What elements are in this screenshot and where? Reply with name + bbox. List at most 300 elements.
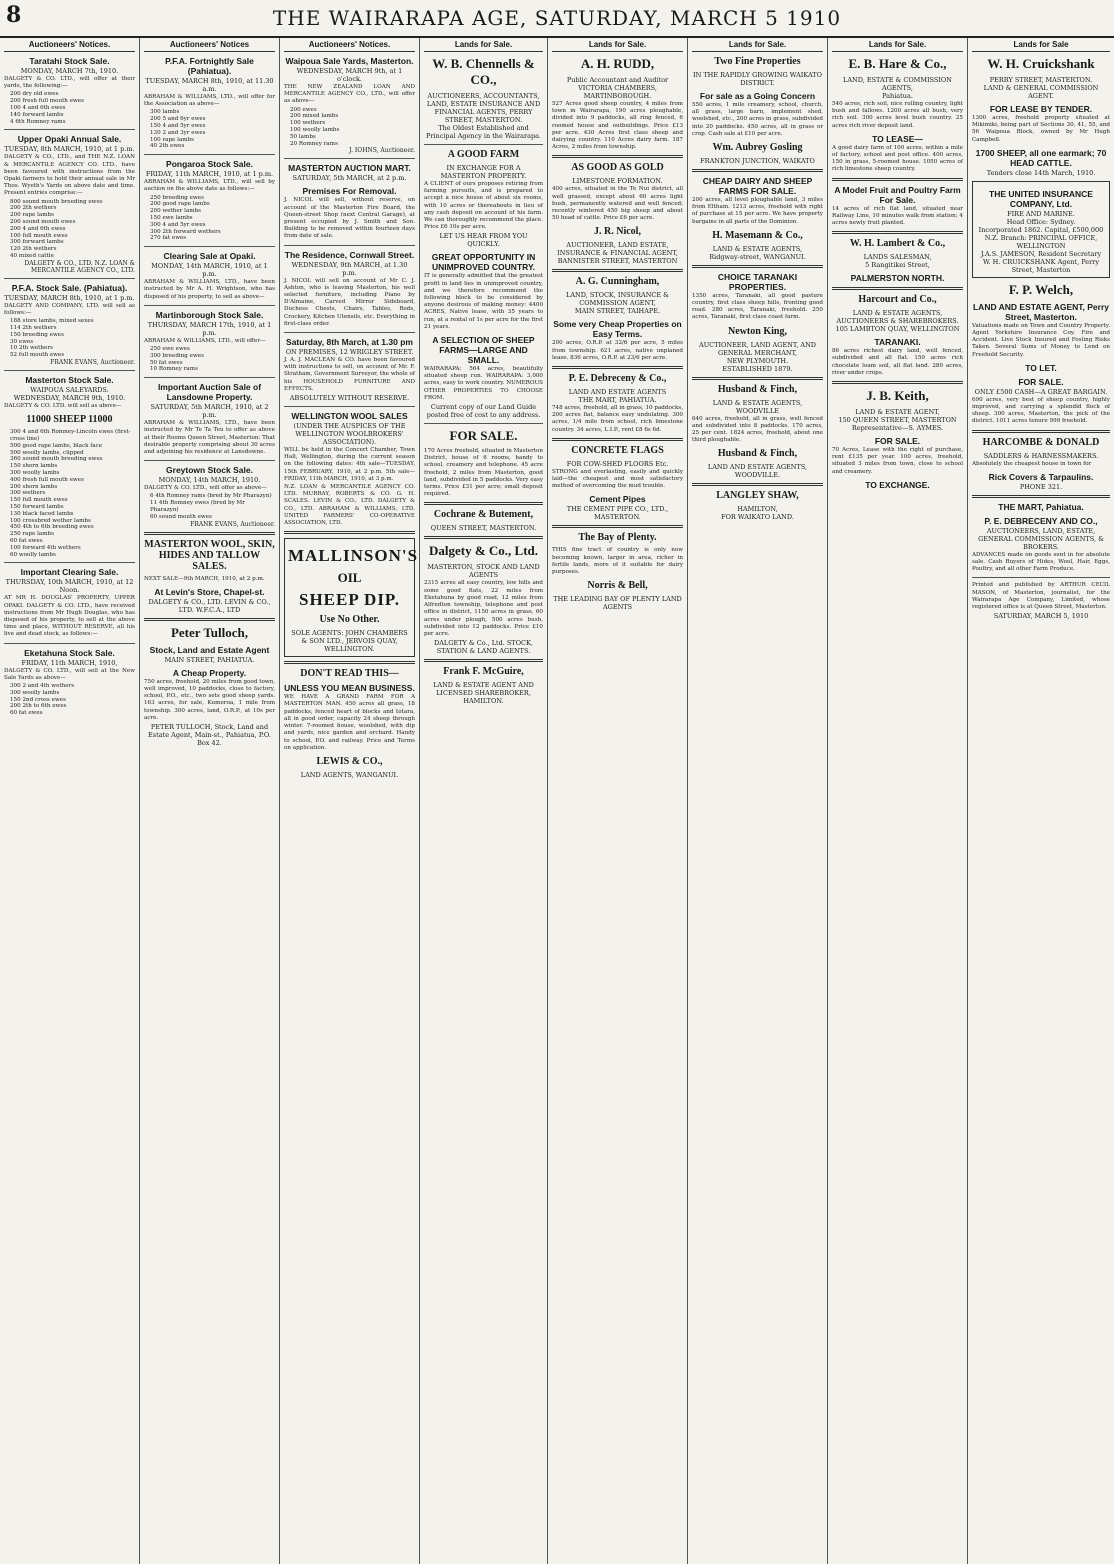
ad-subtitle: Cement Pipes <box>589 494 646 505</box>
list-item: 4 6th Romney rams <box>10 118 66 125</box>
ad-body: WILL be held in the Concert Chamber, Town Hall, Wellington, during the current season on the following dates: 4th sale—TUESDAY, 15th FEBRUARY, 1910, at 2 p.m. 5th sale—FRIDAY, 11th MARCH, 1910, at 3 p.m. <box>284 447 415 482</box>
divider <box>144 246 275 247</box>
ad-title: Masterton Stock Sale. <box>25 374 114 385</box>
column-heading: Lands for Sale <box>972 38 1110 52</box>
ad-title: P.F.A. Fortnightly Sale (Pahiatua). <box>165 56 254 76</box>
ad-subtitle: THE LEADING BAY OF PLENTY LAND AGENTS <box>553 595 682 612</box>
ad-body: 200 acres, O.R.P. at 32/6 per acre, 5 miles from township. 621 acres, native unplaned lease. 836 acres, O.R.P. at 23/6 per acre. <box>552 340 683 361</box>
divider <box>424 144 543 145</box>
ad-body: DALGETY & CO. LTD., will offer as above— <box>144 485 267 492</box>
list-item: 130 2 and 3yr ewes <box>150 129 206 136</box>
divider <box>284 531 415 534</box>
ad-address: Ridgway-street, WANGANUI. <box>709 252 806 261</box>
list-item: 120 2th wethers <box>10 246 57 253</box>
columns <box>0 38 1114 1564</box>
ad-title: MASTERTON AUCTION MART. <box>288 163 411 174</box>
newspaper-title: THE WAIRARAPA AGE, SATURDAY, MARCH 5 1910 <box>272 6 842 30</box>
list-item: 114 2th wethers <box>10 324 57 331</box>
ad-address: HAMILTON, <box>737 505 778 514</box>
ad-body: ADVANCES made on goods sent in for absolute sale. Cash Buyers of Hides, Wool, Hair, Eggs, Poultry, and all other Farm Produce. <box>972 551 1110 573</box>
list-item: 270 fat ewes <box>150 235 187 242</box>
divider <box>552 155 683 158</box>
divider <box>284 406 415 407</box>
ad-date: MONDAY, 14th MARCH, 1910. <box>158 476 261 485</box>
ad-subtitle: Head Office: Sydney. <box>1006 217 1076 226</box>
ad-signature: PETER TULLOCH, Stock, Land and Estate Agent, Main-st., Pahiatua, P.O. Box 42. <box>148 723 271 747</box>
ad-address: LAND AGENTS, WANGANUI. <box>300 770 399 779</box>
ad-subtitle: AUCTIONEER, LAND AGENT, AND GENERAL MERCHANT, <box>699 340 816 357</box>
mallinsons-advert <box>284 538 419 657</box>
ad-subtitle: LIMESTONE FORMATION. <box>572 177 663 186</box>
ad-date: WEDNESDAY, MARCH 9th, 1910. <box>13 393 126 402</box>
ad-body: 1300 acres, freehold property situated at Mikimiki, being part of Sections 30, 41, 55, and 56 Waipoua Block, owned by Mr Hugh Campbell. <box>972 115 1110 143</box>
ad-title: Important Auction Sale of Lansdowne Property. <box>157 382 262 403</box>
ad-signature: DALGETY & CO., LTD. N.Z. LOAN & MERCANTILE AGENCY CO., LTD. <box>24 259 135 274</box>
column-3 <box>280 38 420 1564</box>
list-item: 150 4 and 5yr ewes <box>150 123 206 129</box>
ad-title: FOR SALE. <box>874 436 921 447</box>
ad-subtitle: AUCTIONEERS, ACCOUNTANTS, LAND, ESTATE INSURANCE AND FINANCIAL AGENTS, PERRY STREET, MASTERTON. <box>426 92 541 124</box>
list-item: 40 2th ewes <box>150 143 185 150</box>
column-2 <box>140 38 280 1564</box>
ad-headline: Norris & Bell, <box>587 580 648 592</box>
list-item: 188 store lambs, mixed sexes <box>10 318 94 325</box>
ad-signature: FRANK EVANS, Auctioneer. <box>190 520 275 528</box>
ad-subtitle: LAND & ESTATE AGENT, <box>855 408 940 417</box>
ad-date: WEDNESDAY, 9th MARCH, at 1.30 p.m. <box>291 260 408 277</box>
ad-subtitle: At Levin's Store, Chapel-st. <box>154 586 265 597</box>
list-item: 60 fat ewes <box>10 710 43 717</box>
list-item: 60 fat ewes <box>10 537 43 544</box>
list-item: 300 woolly lambs <box>10 469 60 476</box>
ad-body: WE HAVE A GRAND FARM FOR A MASTERTON MAN. 450 acres all grass, 18 paddocks, fenced heart of blocks and totara, all in good order, capacity 24 sheep through winter. 7-roomed house, woolshed, with dip and yards, nice garden and orchard. Handy to school, P.O. and railway. Price and Terms on application. <box>284 694 415 751</box>
divider <box>692 483 823 486</box>
ad-subtitle: IN THE RAPIDLY GROWING WAIKATO DISTRICT. <box>693 71 822 87</box>
ad-body: 540 acres, rich soil, nice rolling country, light bush and fallows. 1200 acres all bush, very rich soil. 300 acres level bush country. 25 acres rich river deposit land. <box>832 101 963 129</box>
divider <box>4 643 135 644</box>
ad-body: AT MR H. DOUGLAS' PROPERTY, UPPER OPAKI. DALGETY & CO. LTD., have received instructions from Mr Hugh Douglas, who has disposed of his property, to sell at the above time and place, WITHOUT RESERVE, all his live and dead stock, as follows:— <box>4 595 135 638</box>
ad-address: BANNISTER STREET, MASTERTON <box>557 257 678 266</box>
imprint-date: SATURDAY, MARCH 5, 1910 <box>993 612 1089 621</box>
ad-body: J. NICOL will sell, without reserve, on account of the Masterton Fire Board, the Queen-street Shop (next Central Garage), at present occupied by J. Smith and Son. Building to be removed within fourteen days from date of sale. <box>284 197 415 240</box>
ad-footer: Tenders close 14th March, 1910. <box>986 168 1096 177</box>
list-item: 60 sound mouth ewes <box>150 513 212 520</box>
ad-headline: A GOOD FARM <box>447 149 520 160</box>
ad-address: 105 LAMBTON QUAY, WELLINGTON <box>835 325 960 334</box>
ad-subtitle: Incorporated 1862. Capital, £500,000 <box>978 225 1104 234</box>
ad-headline: MALLINSON'S <box>288 546 419 566</box>
ad-signature: DALGETY & CO., LTD. LEVIN & CO., LTD. W.F.C.A., LTD <box>148 597 271 614</box>
list-item: 150 2nd cross ewes <box>10 696 66 703</box>
ad-address: 5 Rangitikei Street, <box>865 261 930 270</box>
divider <box>832 287 963 290</box>
ad-title: Waipoua Sale Yards, Masterton. <box>285 56 414 66</box>
ad-body: 750 acres, freehold, 20 miles from good town, well improved, 10 paddocks, close to factory, school, P.O., etc., two sets good sheep yards. 163 acres, for sale, Kumeroa, 1 mile from township. 300 acres, land, O.R.P., at 10s per acre. <box>144 678 275 721</box>
ad-subtitle: SADDLERS & HARNESSMAKERS. <box>983 451 1099 460</box>
list-item: 200 fresh full mouth ewes <box>10 98 84 105</box>
ad-headline: AS GOOD AS GOLD <box>571 162 664 174</box>
ad-signature: N.Z. LOAN & MERCANTILE AGENCY CO. LTD. MURRAY, ROBERTS & CO. G. H. SCALES. LEVIN & CO., LTD. DALGETY & CO., LTD. ABRAHAM & WILLIAMS, LTD. UNITED FARMERS' CO-OPERATIVE ASSOCIATION, LTD. <box>284 484 415 527</box>
ad-address: VICTORIA CHAMBERS, MARTINBOROUGH. <box>578 84 657 100</box>
list-item: 150 forward lambs <box>10 503 64 510</box>
column-heading: Lands for Sale. <box>692 38 823 52</box>
list-item: 200 dry old ewes <box>10 91 59 98</box>
ad-headline: W. H. Cruickshank <box>987 56 1095 71</box>
ad-headline: Wm. Aubrey Gosling <box>712 142 803 154</box>
list-item: 100 rape lambs <box>150 136 195 143</box>
column-heading: Lands for Sale. <box>552 38 683 52</box>
imprint: Printed and published by ARTHUR CECIL MASON, of Masterton, journalist, for the Wairarapa Age Company, Limited, whose registered office is at Queen Street, Masterton. <box>972 582 1110 611</box>
ad-date: FRIDAY, 11th MARCH, 1910, <box>21 658 118 667</box>
list-item: 10 Romney rams <box>150 366 198 373</box>
ad-title: Saturday, 8th March, at 1.30 pm <box>286 337 413 348</box>
ad-title: TO LET. <box>1025 362 1057 373</box>
ad-body: 86 acres richest dairy land, well fenced, subdivided and all flat. 150 acres rich chocolate loam soil, all flat land. 280 acres, river under crops. <box>832 348 963 376</box>
divider <box>972 430 1110 433</box>
divider <box>692 265 823 268</box>
divider <box>552 525 683 528</box>
list-item: 20 Romney rams <box>290 140 338 147</box>
ad-body: Absolutely the cheapest house in town for <box>972 460 1092 467</box>
ad-date: SATURDAY, 5th MARCH, at 2 p.m. <box>292 174 407 183</box>
list-item: 100 wethers <box>290 120 326 127</box>
list-item: 360 sound mouth breeding ewes <box>10 456 103 463</box>
list-item: 200 shorn lambs <box>10 483 58 490</box>
list-item: 52 full mouth ewes <box>10 352 65 359</box>
ad-title: TO EXCHANGE. <box>865 479 930 490</box>
ad-address: 150 QUEEN STREET, MASTERTON <box>838 416 957 425</box>
ad-tagline: The Oldest Established and Principal Agency in the Wairarapa. <box>425 124 542 140</box>
ad-title: THE MART, Pahiatua. <box>998 501 1084 512</box>
list-item: 100 crossbred wether lambs <box>10 517 91 524</box>
ad-subtitle: P. E. DEBRECENY AND CO., <box>984 515 1098 526</box>
ad-subtitle: LAND AND ESTATE AGENT, Perry Street, Masterton. <box>972 301 1110 322</box>
ad-body: Valuations made on Town and Country Property. Agent Yorkshire Insurance Coy. Fire and Accident. Live Stock Insured and Fosling Risks Taken. Several Sums of Money to Lend on Freehold Security. <box>972 322 1110 358</box>
ad-headline: FOR SALE. <box>449 428 518 444</box>
ad-body: 640 acres, freehold, all in grass, well fenced and subdivided into 8 paddocks. 170 acres, 25 per cent. 1824 acres, freehold, about one third ploughable. <box>692 415 823 444</box>
ad-subtitle: For sale as a Going Concern <box>699 91 816 101</box>
ad-subtitle: LAND & ESTATE AGENT AND LICENSED SHAREBROKER, HAMILTON. <box>433 681 534 706</box>
divider <box>4 278 135 279</box>
list-item: 60 woolly lambs <box>10 551 56 558</box>
divider <box>832 381 963 384</box>
ad-body: 2315 acres all easy country, low hills and some good flats, 22 miles from Eketahuna by good road, 12 miles from Alfredton township, telephone and post office in district, 1150 acres in grass, 60 acres under plough, 500 acres bush, subdivided into 12 paddocks. Price £10 per acre. <box>424 580 543 637</box>
ad-headline: LEWIS & CO., <box>316 755 383 767</box>
ad-signature: DALGETY & Co., Ltd. STOCK, STATION & LAND AGENTS. <box>434 639 533 656</box>
divider <box>144 305 275 306</box>
ad-date: TUESDAY, 8th MARCH, 1910, at 1 p.m. <box>4 145 135 154</box>
column-8 <box>968 38 1114 1564</box>
ad-title: Important Clearing Sale. <box>20 567 119 578</box>
ad-body: 527 Acres good sheep country, 4 miles from town in Wairarapa, 190 acres ploughable, divided into 9 paddocks, all ring fenced, 6 roomed house and outbuildings. Price £13 per acre. 430 Acres first class sheep and dairying country. 110 Acres dairy farm. 187 Acres, 2 miles from township. <box>552 101 683 151</box>
ad-headline: MASTERTON WOOL, SKIN, HIDES AND TALLOW SALES. <box>144 538 275 572</box>
ad-date: WEDNESDAY, MARCH 9th, at 1 o'clock. <box>296 67 403 83</box>
ad-address: Pahiatua. <box>882 92 913 100</box>
ad-title: GREAT OPPORTUNITY IN UNIMPROVED COUNTRY. <box>431 252 536 273</box>
ad-title: CHEAP DAIRY AND SHEEP FARMS FOR SALE. <box>702 176 813 197</box>
ad-headline: W. H. Lambert & Co., <box>849 238 946 250</box>
list-item: 200 mixed lambs <box>290 113 339 120</box>
ad-title: WELLINGTON WOOL SALES <box>291 411 408 422</box>
ad-body: DALGETY & CO., LTD., and THE N.Z. LOAN & MERCANTILE AGENCY CO. LTD., have been favoured with instructions from the Opaki farmers to hold their annual sale in Mr Thos. Wyeth's Yards on above date and time. Present entries comprise:— <box>4 154 135 197</box>
ad-date: MONDAY, 14th MARCH, 1910, at 1 p.m. <box>151 262 268 279</box>
list-item: 150 ewe lambs <box>150 214 193 221</box>
column-6 <box>688 38 828 1564</box>
column-heading: Lands for Sale. <box>424 38 543 52</box>
ad-headline: Cochrane & Butement, <box>433 509 534 521</box>
divider <box>4 129 135 130</box>
list-item: 200 2th to 6th ewes <box>10 703 67 710</box>
ad-headline: DON'T READ THIS— <box>300 668 399 680</box>
divider <box>552 269 683 272</box>
ad-subtitle: FIRE AND MARINE. <box>1007 209 1075 218</box>
ad-headline: The Bay of Plenty. <box>578 532 657 544</box>
list-item: 300 breeding ewes <box>150 352 204 359</box>
ad-address: N.Z. Branch: PRINCIPAL OFFICE, WELLINGTON <box>984 233 1098 250</box>
list-item: 300 wethers <box>10 490 46 497</box>
ad-body: 748 acres, freehold, all in grass, 10 paddocks, 200 acres flat, balance easy undulating. 300 acres, 1/4 mile from school, rich limestone country. 34 acres, L.I.P., rent £8 6s 6d. <box>552 405 683 433</box>
ad-headline: HARCOMBE & DONALD <box>982 436 1100 448</box>
ad-subtitle: WAIPOUA SALEYARDS. <box>30 385 109 394</box>
list-item: 200 4 and 6th ewes <box>10 225 66 232</box>
divider <box>4 562 135 563</box>
ad-body: 170 Acres freehold, situated in Masterton District, house of 6 rooms, handy to school, creamery and telephone. 45 acre freehold, 2 miles from Masterton, good land, subdivided in 5 paddocks. Very easy terms. Price £31 per acre; small deposit required. <box>424 448 543 498</box>
ad-headline: Harcourt and Co., <box>858 294 937 306</box>
ad-footer: Current copy of our Land Guide posted free of cost to any address. <box>426 403 541 420</box>
ad-headline: A. G. Cunningham, <box>575 276 660 288</box>
ad-date: THURSDAY, 10th MARCH, 1910, at 12 Noon. <box>5 578 134 595</box>
ad-subtitle: Premises For Removal. <box>302 186 397 197</box>
ad-footer: PHONE 321. <box>1019 482 1063 491</box>
divider <box>144 377 275 378</box>
list-item: 200 2th wethers <box>10 205 57 212</box>
ad-body: WAIRARAPA: 564 acres, beautifully situated sheep run. WAIRARAPA: 3,000 acres, easy to work country. NUMEROUS OTHER PROPERTIES TO CHOOSE FROM. <box>424 366 543 401</box>
ad-subtitle: LAND & ESTATE AGENTS, <box>712 398 803 407</box>
ad-date: TUESDAY, MARCH 8th, 1910, at 11.30 a.m. <box>145 77 274 93</box>
ad-body: THE NEW ZEALAND LOAN AND MERCANTILE AGENCY CO., LTD., will offer as above— <box>284 84 415 105</box>
column-heading: Auctioneers' Notices. <box>284 38 415 52</box>
ad-headline: Husband & Finch, <box>717 383 798 395</box>
ad-body: DALGETY & CO. LTD. will sell as above— <box>4 402 122 409</box>
divider <box>144 532 275 535</box>
ad-address: THE MART, PAHIATUA. <box>578 396 657 405</box>
ad-headline: Frank F. McGuire, <box>443 666 524 678</box>
ad-body: DALGETY & CO. LTD., will sell at the New Sale Yards as above— <box>4 667 135 681</box>
ad-footer: FOR WAIKATO LAND. <box>721 513 794 522</box>
list-item: 150 shorn lambs <box>10 463 58 470</box>
ad-body: DALGETY & CO. LTD., will offer at their yards, the following:— <box>4 76 135 90</box>
divider <box>144 618 275 621</box>
ad-headline: OIL <box>337 570 362 586</box>
list-item: 300 lambs <box>150 109 180 116</box>
ad-headline: A. H. RUDD, <box>580 56 655 71</box>
ad-subtitle: Rick Covers & Tarpaulins. <box>988 471 1094 482</box>
column-7 <box>828 38 968 1564</box>
ad-body: 1350 acres, Taranaki, all good pasture country, first class sheep hills, fronting good road. 280 acres, Taranaki, freehold. 250 acres, Taranaki, first class coast farm. <box>692 292 823 321</box>
ad-subtitle: Use No Other. <box>319 614 380 626</box>
divider <box>424 536 543 539</box>
list-item: 10 2th wethers <box>10 345 53 352</box>
list-item: 250 breeding ewes <box>150 194 204 201</box>
ad-subtitle: Some very Cheap Properties on Easy Terms. <box>553 319 682 340</box>
ad-title: The Residence, Cornwall Street. <box>284 249 415 260</box>
ad-headline: W. B. Chennells & CO., <box>432 56 535 87</box>
divider <box>284 158 415 159</box>
ad-address: FRANKTON JUNCTION, WAIKATO <box>700 157 815 166</box>
ad-subtitle: LAND, ESTATE & COMMISSION AGENTS, <box>843 76 952 92</box>
column-heading: Lands for Sale. <box>832 38 963 52</box>
list-item: 300 forward lambs <box>10 239 64 246</box>
list-item: 6 4th Romney rams (bred by Mr Pharazyn) <box>150 493 272 500</box>
ad-body: 200 acres, all level ploughable land, 3 miles from Eltham. 1213 acres, freehold with right of purchase at 15 per acre. We have property bargains in all parts of the Dominion. <box>692 197 823 225</box>
list-item: 200 good rape lambs <box>150 201 210 208</box>
list-item: 200 ewes <box>290 106 317 113</box>
ad-subtitle: ON PREMISES, 12 WRIGLEY STREET. <box>285 348 414 357</box>
ad-body: 400 acres, situated in the Te Nui district, all well grassed, except about 60 acres light bush, permanently watered and well fenced; recently wintered 450 big sheep and about 50 head of cattle. Price £6 per acre. <box>552 186 683 222</box>
list-item: 300 4 and 5yr ewes <box>150 221 206 228</box>
divider <box>424 423 543 424</box>
column-heading: Auctioneers' Notices <box>144 38 275 52</box>
list-item: 150 breeding ewes <box>10 331 64 338</box>
ad-title: Martinborough Stock Sale. <box>155 309 264 320</box>
list-item: 11 4th Romney ewes (bred by Mr Pharazyn) <box>150 500 245 513</box>
ad-headline: Newton King, <box>728 325 787 337</box>
list-item: 100 4 and 6th ewes <box>10 105 66 111</box>
list-item: 300 4 and 6th Romney-Lincoln ewes (first-cross line) <box>10 429 131 442</box>
ad-body: A CLIENT of ours proposes retiring from farming pursuits, and is prepared to accept a nice house of about six rooms, with 10 acres or thereabouts in lieu of any cash deposit on account of his farm. We can thoroughly recommend the place. Price £6 10s per acre. <box>424 181 543 231</box>
list-item: 30 ewes <box>10 338 34 345</box>
ad-headline: LANGLEY SHAW, <box>716 490 799 502</box>
insurance-advert <box>972 181 1110 278</box>
ad-body: ABRAHAM & WILLIAMS, LTD., will sell by auction on the above date as follows:— <box>144 179 275 193</box>
list-item: 40 mixed cattle <box>10 252 54 259</box>
ad-title: FOR LEASE BY TENDER. <box>989 104 1093 114</box>
ad-date: FRIDAY, 11th MARCH, 1910, at 1 p.m. <box>145 170 274 179</box>
list-item: 50 fat ewes <box>150 359 183 366</box>
ad-body: ABRAHAM & WILLIAMS, LTD., will offer— <box>144 337 266 344</box>
ad-headline: Peter Tulloch, <box>170 624 249 640</box>
ad-headline: P. E. Debreceny & Co., <box>568 373 667 385</box>
ad-subtitle: LANDS SALESMAN, <box>863 253 932 262</box>
ad-signature: FRANK EVANS, Auctioneer. <box>50 358 135 366</box>
ad-body: 14 acres of rich flat land, situated near Railway Line, 10 minutes walk from station; 4 acres newly fruit planted. <box>832 205 963 227</box>
ad-date: MONDAY, MARCH 7th, 1910. <box>20 67 119 75</box>
list-item: 100 full mouth ewes <box>10 232 68 239</box>
list-item: 150 full mouth ewes <box>10 497 68 504</box>
ad-date: TUESDAY, MARCH 8th, 1910, at 1 p.m. <box>4 293 135 302</box>
ad-headline: SHEEP DIP. <box>298 590 401 610</box>
ad-subtitle: LAND AND ESTATE AGENTS <box>568 388 667 397</box>
list-item: 100 woolly lambs <box>290 127 340 133</box>
ad-headline: 11000 SHEEP 11000 <box>26 414 113 426</box>
ad-subtitle: (UNDER THE AUSPICES OF THE WELLINGTON WOOLBROKERS' ASSOCIATION). <box>293 422 406 447</box>
ad-title: Pongaroa Stock Sale. <box>166 159 253 170</box>
ad-title: Eketahuna Stock Sale. <box>24 647 115 658</box>
ad-body: ABRAHAM & WILLIAMS, LTD., have been instructed by Mr Te Ta Teu to offer as above at their Rooms Queen Street, Masterton: That desirable property comprising about 30 acres and adjoining his residence at Lansdowne. <box>144 420 275 455</box>
ad-body: DALGETY AND COMPANY, LTD. will sell as follows:— <box>4 302 135 316</box>
divider <box>552 366 683 369</box>
ad-subtitle: A Cheap Property. <box>172 667 247 678</box>
ad-body: J. A. J. MACLEAN & CO. have been favoured with instructions to sell, on account of Mr. F. Stratham, Government Surveyor, the whole of his HOUSEHOLD FURNITURE AND EFFECTS. <box>284 357 415 392</box>
list-item: 200 sound mouth ewes <box>10 219 76 225</box>
list-item: 100 forward 4th wethers <box>10 544 81 551</box>
masthead <box>0 0 1114 38</box>
ad-title: TO LEASE— <box>872 133 923 144</box>
ad-tagline: LET US HEAR FROM YOU QUICKLY. <box>439 232 528 249</box>
ad-title: CHOICE TARANAKI PROPERTIES. <box>717 271 798 292</box>
divider <box>284 661 415 664</box>
ad-headline: F. P. Welch, <box>1008 281 1074 297</box>
ad-subtitle: AUCTIONEER, LAND ESTATE, INSURANCE & FINANCIAL AGENT, <box>557 241 678 258</box>
divider <box>832 231 963 234</box>
ad-address: NEW PLYMOUTH. <box>726 356 789 365</box>
ad-subtitle: ONLY £500 CASH—A GREAT BARGAIN. <box>974 387 1108 396</box>
list-item: 800 sound mouth breeding ewes <box>10 198 103 205</box>
ad-body: NEXT SALE—9th MARCH, 1910, at 2 p.m. <box>144 575 265 582</box>
divider <box>692 377 823 380</box>
ad-body: IT is generally admitted that the greatest profit in land lies in unimproved country, and we therefore recommend the following block to be considered by anyone desirous of making money: 4400 ACRES, Native lease, with 35 years to run, at a rental of 1s per acre for the first 21 years. <box>424 273 543 330</box>
ad-address: MAIN STREET, TAIHAPE. <box>574 307 661 316</box>
list-item: 50 lambs <box>290 133 316 140</box>
ad-body: ABRAHAM & WILLIAMS, LTD., will offer for the Association as above— <box>144 94 275 108</box>
divider <box>424 659 543 662</box>
divider <box>4 370 135 371</box>
list-item: 300 woolly lambs <box>10 689 60 696</box>
ad-subtitle: AUCTIONEERS, LAND, ESTATE, GENERAL COMMISSION AGENTS, & BROKERS. <box>978 526 1104 551</box>
list-item: 200 5 and 6yr ewes <box>150 116 206 123</box>
ad-body: THIS fine tract of country is only now becoming known, larger in area, richer in fertile lands, more of it suitable for dairy purposes. <box>552 547 683 576</box>
divider <box>972 495 1110 498</box>
ad-title: A Model Fruit and Poultry Farm For Sale. <box>834 184 961 205</box>
divider <box>832 178 963 181</box>
ad-body: 690 acres, very best of sheep country, highly improved, and carrying a splendid flock of sheep. 300 acres, Masterton, the pick of the district. 1011 acres tenure 999 freehold. <box>972 396 1110 425</box>
ad-subtitle: LAND & ESTATE AGENTS, AUCTIONEERS & SHAREBROKERS. <box>836 309 959 326</box>
divider <box>144 460 275 461</box>
list-item: 500 good rape lambs, black face <box>10 442 103 449</box>
divider <box>144 154 275 155</box>
ad-title: FOR SALE. <box>1018 376 1064 387</box>
ad-title: THE UNITED INSURANCE COMPANY, Ltd. <box>989 188 1093 209</box>
ad-headline: J. R. Nicol, <box>594 226 641 238</box>
ad-body: 70 Acres, Lease with the right of purchase, rent £135 per year. 100 acres, freehold, situated 3 miles from town, close to school and creamery. <box>832 447 963 475</box>
ad-subtitle: LAND & GENERAL COMMISSION AGENT. <box>983 84 1099 100</box>
list-item: 400 fresh full mouth ewes <box>10 476 84 483</box>
ad-title: Greytown Stock Sale. <box>166 465 253 476</box>
column-1 <box>0 38 140 1564</box>
ad-headline: Husband & Finch, <box>717 448 798 460</box>
list-item: 250 ewe ewes <box>150 345 190 352</box>
divider <box>424 502 543 505</box>
divider <box>972 577 1110 578</box>
list-item: 300 2th forward wethers <box>150 228 221 235</box>
ad-headline: E. B. Hare & Co., <box>848 56 947 71</box>
list-item: 450 4th to 6th breeding ewes <box>10 524 94 531</box>
ad-footer: ABSOLUTELY WITHOUT RESERVE. <box>289 394 410 403</box>
ad-headline: Two Fine Properties <box>714 56 801 67</box>
column-4 <box>420 38 548 1564</box>
ad-address: PERRY STREET, MASTERTON. <box>989 76 1093 84</box>
ad-title: Clearing Sale at Opaki. <box>163 251 256 262</box>
ad-address: QUEEN STREET, MASTERTON. <box>430 524 537 533</box>
ad-signature: SOLE AGENTS: JOHN CHAMBERS & SON LTD., JERVOIS QUAY, WELLINGTON. <box>291 629 408 654</box>
list-item: 200 wether lambs <box>150 208 202 215</box>
ad-signature: THE CEMENT PIPE CO., LTD., MASTERTON. <box>566 505 669 522</box>
ad-address: WOODVILLE <box>735 406 780 415</box>
list-item: 130 black faced lambs <box>10 510 74 517</box>
ad-subtitle: Stock, Land and Estate Agent <box>149 644 270 655</box>
ad-body: A good dairy farm of 100 acres, within a mile of factory, school and post office. 400 acres, 150 in grass, 5-roomed house. 1050 acres of rich limestone sheep country. <box>832 144 963 173</box>
divider <box>692 169 823 172</box>
